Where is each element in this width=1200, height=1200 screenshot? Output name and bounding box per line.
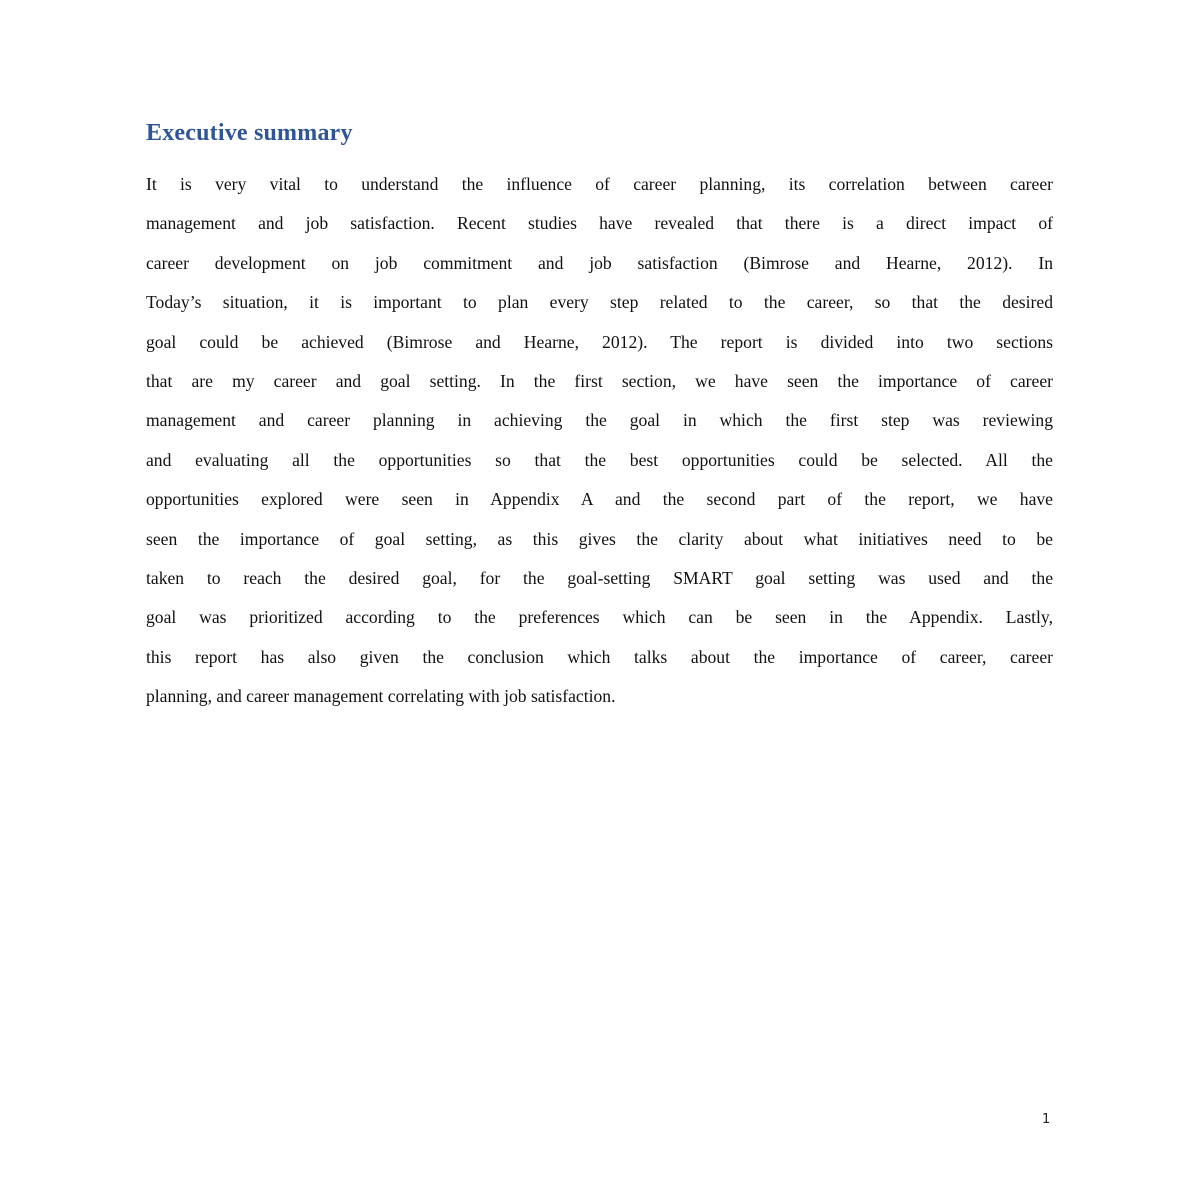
paragraph-line: It is very vital to understand the influence of career planning, its correlation between career	[146, 174, 1053, 194]
paragraph-line: this report has also given the conclusion which talks about the importance of career, career	[146, 646, 1053, 667]
body-paragraph	[146, 165, 1053, 717]
paragraph-line: management and job satisfaction. Recent studies have revealed that there is a direct impact of	[146, 213, 1053, 234]
paragraph-line: and evaluating all the opportunities so that the best opportunities could be selected. All the	[146, 449, 1053, 470]
section-heading: Executive summary	[146, 120, 353, 146]
paragraph-line: Today’s situation, it is important to plan every step related to the career, so that the desired	[146, 292, 1053, 313]
paragraph-line: opportunities explored were seen in Appendix A and the second part of the report, we have	[146, 489, 1053, 510]
paragraph-line: goal could be achieved (Bimrose and Hearne, 2012). The report is divided into two sections	[146, 331, 1053, 352]
paragraph-line: career development on job commitment and job satisfaction (Bimrose and Hearne, 2012). In	[146, 252, 1053, 273]
paragraph-line: management and career planning in achieving the goal in which the first step was reviewing	[146, 410, 1053, 431]
paragraph-line: taken to reach the desired goal, for the goal-setting SMART goal setting was used and the	[146, 568, 1053, 589]
paragraph-line: goal was prioritized according to the preferences which can be seen in the Appendix. Lastly,	[146, 607, 1053, 628]
paragraph-line: that are my career and goal setting. In the first section, we have seen the importance of career	[146, 371, 1053, 392]
paragraph-line: seen the importance of goal setting, as this gives the clarity about what initiatives need to be	[146, 528, 1053, 549]
page-number: 1	[1042, 1112, 1051, 1127]
paragraph-line-last: planning, and career management correlating with job satisfaction.	[146, 686, 616, 707]
